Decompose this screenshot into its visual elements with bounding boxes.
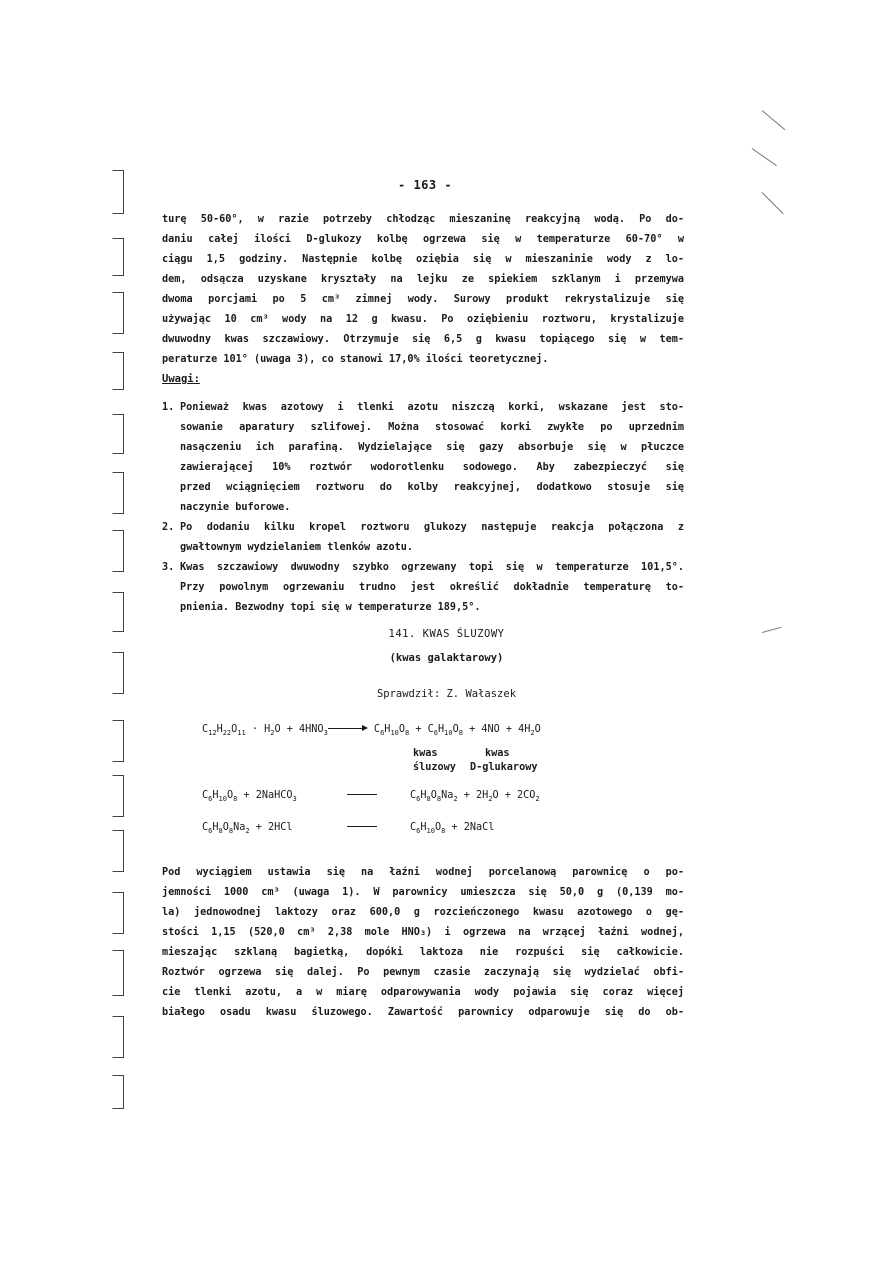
text-line: dem, odsącza uzyskane kryształy na lejku ze spiekiem szklanym i przemywa [162, 274, 684, 285]
page-number: - 163 - [398, 178, 453, 192]
text-line: ciągu 1,5 godziny. Następnie kolbę oziębia się w mieszaninie wody z lo- [162, 254, 684, 265]
section-subtitle: (kwas galaktarowy) [389, 652, 504, 664]
product-label-mucic: kwas [413, 748, 438, 759]
text-line: zawierającej 10% roztwór wodorotlenku sodowego. Aby zabezpieczyć się [180, 462, 684, 473]
text-line: Pod wyciągiem ustawia się na łaźni wodnej porcelanową parownicę o po- [162, 867, 684, 878]
text-line: jemności 1000 cm³ (uwaga 1). W parownicy umieszcza się 50,0 g (0,139 mo- [162, 887, 684, 898]
text-line: gwałtownym wydzielaniem tlenków azotu. [180, 542, 414, 553]
text-line: naczynie buforowe. [180, 502, 291, 513]
reaction-equation-3: $C_6H_8O_8Na_2 + 2HCl$ [202, 822, 293, 835]
scan-mark [752, 148, 777, 166]
text-line: Kwas szczawiowy dwuwodny szybko ogrzewany topi się w temperaturze 101,5°. [180, 562, 684, 573]
text-line: dwoma porcjami po 5 cm³ zimnej wody. Surowy produkt rekrystalizuje się [162, 294, 684, 305]
text-line: nasączeniu ich parafiną. Wydzielające się gazy absorbuje się w płuczce [180, 442, 684, 453]
note-number: 1. [162, 402, 175, 413]
reaction-arrow [328, 724, 368, 734]
text-line: Po dodaniu kilku kropel roztworu glukozy następuje reakcja połączona z [180, 522, 684, 533]
note-item [162, 518, 684, 558]
text-line: Przy powolnym ogrzewaniu trudno jest określić dokładnie temperaturę to- [180, 582, 684, 593]
text-line: daniu całej ilości D-glukozy kolbę ogrzewa się w temperaturze 60-70° w [162, 234, 684, 245]
note-number: 3. [162, 562, 175, 573]
text-line: przed wciągnięciem roztworu do kolby reakcyjnej, dodatkowo stosuje się [180, 482, 684, 493]
reaction-equation-3-products: $C_6H_{10}O_8$ + 2NaCl [410, 822, 495, 835]
text-line: mieszając szklaną bagietką, dopóki laktoza nie rozpuści się całkowicie. [162, 947, 684, 958]
note-item [162, 558, 684, 618]
text-line: peraturze 101° (uwaga 3), co stanowi 17,0% ilości teoretycznej. [162, 354, 549, 365]
scan-mark [762, 110, 786, 130]
product-label-glucaric: kwas [485, 748, 510, 759]
reaction-arrow [347, 822, 377, 833]
text-line: Roztwór ogrzewa się dalej. Po pewnym czasie zaczynają się wydzielać obfi- [162, 967, 684, 978]
text-line: stości 1,15 (520,0 cm³ 2,38 mole HNO₃) i ogrzewa na wrzącej łaźni wodnej, [162, 927, 684, 938]
section-title: 141. KWAS ŚLUZOWY [388, 628, 505, 640]
reaction-arrow [347, 790, 377, 801]
notes-list [162, 398, 684, 618]
text-line: Ponieważ kwas azotowy i tlenki azotu niszczą korki, wskazane jest sto- [180, 402, 684, 413]
binder-holes-decoration [112, 130, 132, 1110]
product-label-glucaric: D-glukarowy [470, 762, 538, 773]
text-line: dwuwodny kwas szczawiowy. Otrzymuje się 6,5 g kwasu topiącego się w tem- [162, 334, 684, 345]
reaction-equation-2: $C_6H_{10}O_8$ + 2NaHCO$_3$ [202, 790, 297, 803]
intro-paragraph [162, 210, 684, 370]
reaction-equation-1: $C_{12}H_{22}O_{11} \cdot H_2O + 4HNO_3$ $C_6H_{10}O_8 + C_6H_{10}O_8 + 4NO + 4H_2O$ [202, 724, 541, 737]
note-item [162, 398, 684, 518]
text-line: turę 50-60°, w razie potrzeby chłodząc mieszaninę reakcyjną wodą. Po do- [162, 214, 684, 225]
note-number: 2. [162, 522, 175, 533]
text-line: la) jednowodnej laktozy oraz 600,0 g rozcieńczonego kwasu azotowego o gę- [162, 907, 684, 918]
text-line: cie tlenki azotu, a w miarę odparowywania wody pojawia się coraz więcej [162, 987, 684, 998]
procedure-paragraph [162, 863, 684, 1023]
text-line: pnienia. Bezwodny topi się w temperaturze 189,5°. [180, 602, 481, 613]
text-line: używając 10 cm³ wody na 12 g kwasu. Po oziębieniu roztworu, krystalizuje [162, 314, 684, 325]
text-line: sowanie aparatury szlifowej. Można stosować korki zwykłe po uprzednim [180, 422, 684, 433]
checked-by: Sprawdził: Z. Wałaszek [376, 688, 517, 700]
text-line: białego osadu kwasu śluzowego. Zawartość parownicy odparowuje się do ob- [162, 1007, 684, 1018]
reaction-equation-2-products: $C_6H_8O_8Na_2 + 2H_2O + 2CO_2$ [410, 790, 540, 803]
scan-mark [762, 192, 784, 214]
notes-heading: Uwagi: [162, 373, 200, 385]
product-label-mucic: śluzowy [413, 762, 456, 773]
